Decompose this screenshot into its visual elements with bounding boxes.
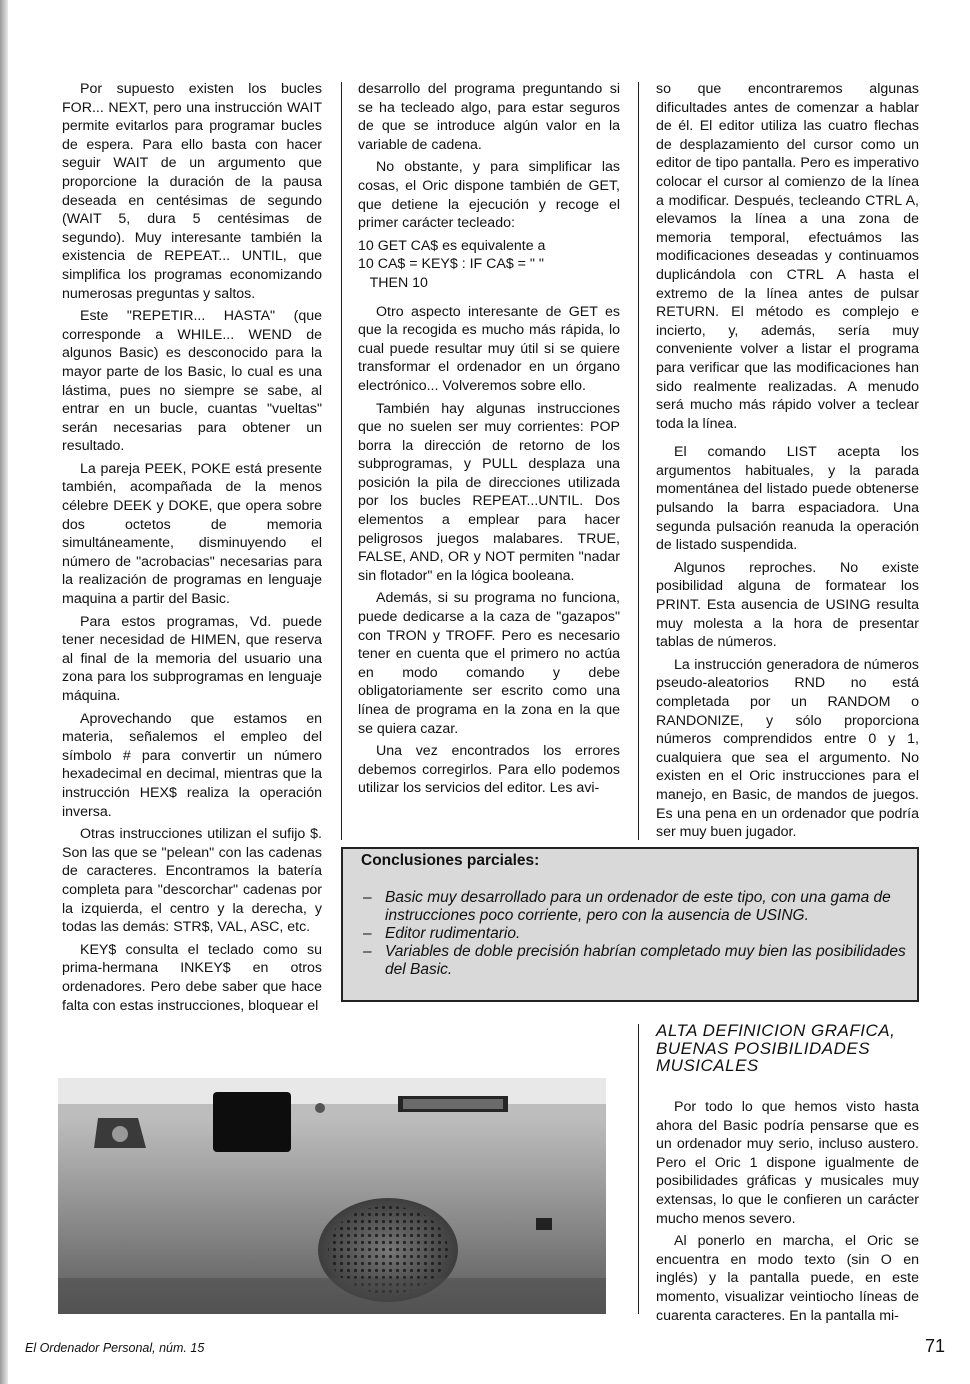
section-heading: ALTA DEFINICION GRAFICA, BUENAS POSIBILIDADES MUSICALES	[656, 1021, 896, 1075]
code-line: THEN 10	[358, 274, 428, 291]
oric-underside-photo	[58, 1078, 606, 1314]
paragraph: La instrucción generadora de números pseudo-aleatorios RND no está completada por un RANDOM o RANDONIZE, y sólo proporciona números comprendidos entre 0 y 1, cualquiera que sea el argumento. No existen en el Oric instrucciones para el manejo, en Basic, de mandos de juegos. Es una pena en un ordenador que podría ser muy buen jugador.	[656, 656, 919, 841]
paragraph: Este "REPETIR... HASTA" (que corresponde a WHILE... WEND de algunos Basic) es desconocido para la mayor parte de los Basic, lo cual es una lástima, pues no siempre se sabe, al entrar en un bucle, cuantas "vueltas" serán necesarias para obtener un resultado.	[62, 308, 322, 455]
paragraph: Una vez encontrados los errores debemos corregirlos. Para ello podemos utilizar los servicios del editor. Les avi-	[358, 743, 620, 797]
conclusions-list	[363, 889, 911, 979]
conclusion-item: – Editor rudimentario.	[363, 925, 911, 943]
conclusions-title: Conclusiones parciales:	[361, 852, 540, 869]
code-line: 10 GET CA$ es equivalente a	[358, 237, 546, 254]
page-number: 71	[925, 1336, 946, 1356]
paragraph: El comando LIST acepta los argumentos habituales, y la parada momentánea del listado puede obtenerse pulsando la barra espaciadora. Una segunda pulsación reanuda la operación de listado suspendida.	[656, 444, 919, 554]
conclusions-box	[341, 847, 919, 1002]
paragraph: KEY$ consulta el teclado como su prima-hermana INKEY$ en otros ordenadores. Pero debe saber que hace falta con estas instrucciones, bloquear el	[62, 941, 322, 1014]
paragraph: so que encontraremos algunas dificultades antes de comenzar a hablar de él. El editor utiliza las cuatro flechas de desplazamiento del cursor como un editor de tipo pantalla. Pero es imperativo colocar el cursor al comienzo de la línea a modificar. Después, tecleando CTRL A, elevamos la línea a una zona de memoria temporal, efectuámos las modificaciones deseadas y continuamos duplicándola con CTRL A hasta el extremo de la línea antes de pulsar RETURN. El método es complejo e incierto, y, además, sería muy conveniente volver a listar el programa para verificar que las modificaciones han sido realmente realizadas. A menudo será mucho más rápido volver a teclear toda la línea.	[656, 81, 919, 432]
paragraph: La pareja PEEK, POKE está presente también, acompañada de la menos célebre DEEK y DOKE, que opera sobre dos octetos de memoria simultáneamente, disminuyendo el número de "acrobacias" necesarias para la realización de programas en lenguaje maquina a partir del Basic.	[62, 460, 322, 608]
paragraph: Al ponerlo en marcha, el Oric se encuentra en modo texto (sin O en inglés) y la pantalla puede, en este momento, visualizar veintiocho líneas de cuarenta caracteres. En la pantalla mi-	[656, 1233, 919, 1324]
paragraph: También hay algunas instrucciones que no suelen ser muy corrientes: POP borra la dirección de retorno de los subprogramas, y PULL desplaza una posición la pila de direcciones utilizada por los bucles REPEAT...UNTIL. Dos elementos a emplear para hacer peligrosos juegos malabares. TRUE, FALSE, AND, OR y NOT permiten "nadar sin flotador" en la lógica booleana.	[358, 400, 620, 584]
paragraph: Aprovechando que estamos en materia, señalemos el empleo del símbolo # para convertir un número hexadecimal en decimal, mientras que la instrucción HEX$ realiza la operación inversa.	[62, 710, 322, 820]
paragraph: Para estos programas, Vd. puede tener necesidad de HIMEN, que reserva al final de la memoria del usuario una zona para los subprogramas en lenguaje máquina.	[62, 613, 322, 704]
paragraph: Por todo lo que hemos visto hasta ahora del Basic podría pensarse que es un ordenador muy serio, incluso austero. Pero el Oric 1 dispone igualmente de posibilidades gráficas y musicales muy extensas, lo que le confieren un carácter mucho menos severo.	[656, 1099, 919, 1227]
page-binding-shadow	[0, 0, 8, 1384]
paragraph: desarrollo del programa preguntando si se ha tecleado algo, para estar seguros de que se introduce algún valor en la variable de cadena.	[358, 81, 620, 153]
publication-footer: El Ordenador Personal, núm. 15	[25, 1341, 205, 1355]
paragraph: Por supuesto existen los bucles FOR... NEXT, pero una instrucción WAIT permite evitarlos para programar bucles de espera. Para ello basta con hacer seguir WAIT de un argumento que proporcione la duración de la pausa deseada en centésimas de segundo (WAIT 5, dura 5 centésimas de segundo). Muy interesante también la existencia de REPEAT... UNTIL, que simplifica los programas economizando numerosas preguntas y saltos.	[62, 81, 322, 302]
column-2	[358, 80, 620, 802]
column-1	[62, 80, 322, 1019]
paragraph: Otro aspecto interesante de GET es que la recogida es mucho más rápida, lo cual puede resultar muy útil si se quiere transformar el ordenador en un órgano electrónico... Volveremos sobre ello.	[358, 303, 620, 394]
paragraph: Algunos reproches. No existe posibilidad alguna de formatear los PRINT. Esta ausencia de USING resulta muy molesta a la hora de presentar tablas de números.	[656, 559, 919, 651]
column-divider	[638, 82, 639, 840]
section-divider	[638, 1024, 639, 1314]
column-divider	[341, 82, 342, 840]
conclusion-item: – Variables de doble precisión habrían completado muy bien las posibilidades del Basic.	[363, 943, 911, 979]
code-line: 10 CA$ = KEY$ : IF CA$ = " "	[358, 256, 544, 273]
paragraph: No obstante, y para simplificar las cosas, el Oric dispone también de GET, que detiene la ejecución y recoge el primer carácter tecleado:	[358, 159, 620, 232]
paragraph: Además, si su programa no funciona, puede dedicarse a la caza de "gazapos" con TRON y TROFF. Pero es necesario tener en cuenta que el primero no actúa en modo comando y debe obligatoriamente ser escrito como una línea de programa en la zona en la que se quiera cazar.	[358, 590, 620, 737]
conclusion-item: – Basic muy desarrollado para un ordenador de este tipo, con una gama de instrucciones poco corriente, pero con la ausencia de USING.	[363, 889, 911, 925]
section-body	[656, 1098, 919, 1329]
column-3	[656, 80, 919, 846]
code-listing	[358, 237, 620, 293]
paragraph: Otras instrucciones utilizan el sufijo $. Son las que se "pelean" con las cadenas de caracteres. Encontramos la batería completa para "descorchar" cadenas por la izquierda, el centro y la derecha, y todas las demás: STR$, VAL, ASC, etc.	[62, 826, 322, 936]
